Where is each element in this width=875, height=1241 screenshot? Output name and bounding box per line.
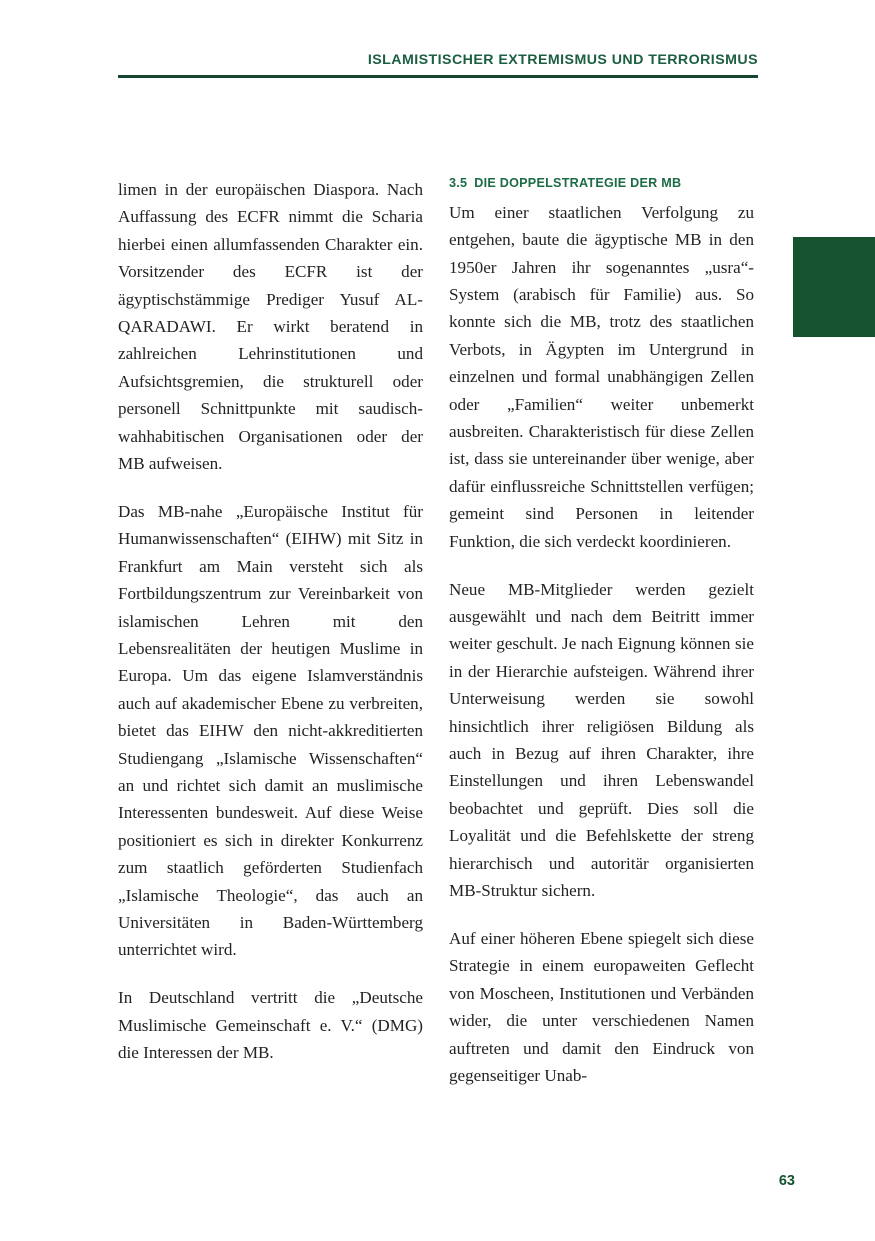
left-column (118, 176, 423, 1067)
page-columns (118, 176, 758, 1136)
page-number: 63 (778, 1173, 795, 1189)
paragraph: Das MB-nahe „Europäische Institut für Humanwissenschaften“ (EIHW) mit Sitz in Frankfurt am Main versteht sich als Fortbildungszentrum zur Vereinbarkeit von islamischen Lehren mit den Lebensrealitäten der heutigen Muslime in Europa. Um das eigene Islamverständnis auch auf akademischer Ebene zu verbreiten, bietet das EIHW den nicht-akkreditierten Studiengang „Islamische Wissenschaften“ an und richtet sich damit an muslimische Interessenten bundesweit. Auf diese Weise positioniert es sich in direkter Konkurrenz zum staatlich geförderten Studienfach „Islamische Theologie“, das auch an Universitäten in Baden-Württemberg unterrichtet wird. (118, 501, 423, 960)
header-rule (118, 75, 758, 78)
section-title: DIE DOPPELSTRATEGIE DER MB (474, 176, 682, 190)
paragraph: In Deutschland vertritt die „Deutsche Muslimische Gemeinschaft e. V.“ (DMG) die Interessen der MB. (118, 988, 423, 1063)
right-column (449, 176, 754, 1089)
paragraph: Auf einer höheren Ebene spiegelt sich diese Strategie in einem europaweiten Geflecht von Moscheen, Institutionen und Verbänden wider, die unter verschiedenen Namen auftreten und damit den Eindruck von gegenseitiger Unab- (449, 928, 754, 1085)
running-header: ISLAMISTISCHER EXTREMISMUS UND TERRORISMUS (367, 52, 758, 68)
section-number: 3.5 (449, 176, 468, 190)
paragraph: Neue MB-Mitglieder werden gezielt ausgewählt und nach dem Beitritt immer weiter geschult. Je nach Eignung können sie in der Hierarchie aufsteigen. Während ihrer Unterweisung werden sie sowohl hinsichtlich ihrer religiösen Bildung als auch in Bezug auf ihren Charakter, ihre Einstellungen und ihren Lebenswandel beobachtet und geprüft. Dies soll die Loyalität und die Befehlskette der streng hierarchisch und autoritär organisierten MB-Struktur sichern. (449, 579, 754, 900)
paragraph: limen in der europäischen Diaspora. Nach Auffassung des ECFR nimmt die Scharia hierbei einen allumfassenden Charakter ein. Vorsitzender des ECFR ist der ägyptischstämmige Prediger Yusuf AL-QARADAWI. Er wirkt beratend in zahlreichen Lehrinstitutionen und Aufsichtsgremien, die strukturell oder personell Schnittpunkte mit saudisch-wahhabitischen Organisationen oder der MB aufweisen. (118, 180, 423, 474)
paragraph: Um einer staatlichen Verfolgung zu entgehen, baute die ägyptische MB in den 1950er Jahren ihr sogenanntes „usra“-System (arabisch für Familie) aus. So konnte sich die MB, trotz des staatlichen Verbots, in Ägypten im Untergrund in einzelnen und formal unabhängigen Zellen oder „Familien“ weiter unbemerkt ausbreiten. Charakteristisch für diese Zellen ist, dass sie untereinander über wenige, aber dafür einflussreiche Schnittstellen verfügen; gemeint sind Personen in leitender Funktion, die sich verdeckt koordinieren. (449, 202, 754, 551)
chapter-edge-tab (793, 237, 875, 337)
section-heading (449, 176, 754, 192)
